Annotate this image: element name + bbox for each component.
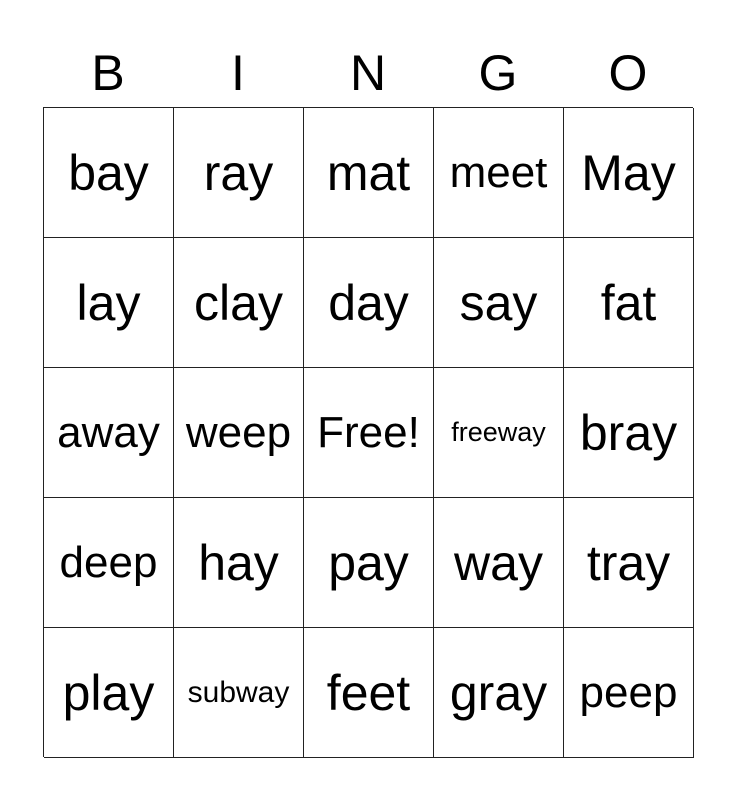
- bingo-cell-r5-c3[interactable]: feet: [304, 628, 434, 758]
- bingo-cell-r4-c5[interactable]: tray: [564, 498, 694, 628]
- bingo-cell-r1-c4[interactable]: meet: [434, 108, 564, 238]
- bingo-cell-r3-c2[interactable]: weep: [174, 368, 304, 498]
- bingo-header: [43, 40, 693, 106]
- bingo-cell-r5-c4[interactable]: gray: [434, 628, 564, 758]
- bingo-cell-r2-c4[interactable]: say: [434, 238, 564, 368]
- bingo-cell-r3-c4[interactable]: freeway: [434, 368, 564, 498]
- bingo-cell-r1-c1[interactable]: bay: [44, 108, 174, 238]
- bingo-cell-r4-c4[interactable]: way: [434, 498, 564, 628]
- header-letter-n: N: [349, 45, 387, 101]
- header-letter-g: G: [478, 45, 518, 101]
- bingo-cell-r2-c3[interactable]: day: [304, 238, 434, 368]
- bingo-cell-r2-c1[interactable]: lay: [44, 238, 174, 368]
- bingo-cell-r5-c5[interactable]: peep: [564, 628, 694, 758]
- bingo-cell-r1-c2[interactable]: ray: [174, 108, 304, 238]
- bingo-cell-r2-c2[interactable]: clay: [174, 238, 304, 368]
- bingo-cell-r4-c3[interactable]: pay: [304, 498, 434, 628]
- bingo-cell-r2-c5[interactable]: fat: [564, 238, 694, 368]
- bingo-cell-free-space[interactable]: Free!: [304, 368, 434, 498]
- bingo-cell-r1-c5[interactable]: May: [564, 108, 694, 238]
- bingo-cell-r4-c1[interactable]: deep: [44, 498, 174, 628]
- header-letter-i: I: [231, 45, 245, 101]
- bingo-cell-r4-c2[interactable]: hay: [174, 498, 304, 628]
- bingo-board: [43, 107, 693, 757]
- bingo-cell-r5-c1[interactable]: play: [44, 628, 174, 758]
- header-letter-b: B: [91, 45, 125, 101]
- bingo-cell-r3-c5[interactable]: bray: [564, 368, 694, 498]
- header-letter-o: O: [608, 45, 648, 101]
- bingo-cell-r3-c1[interactable]: away: [44, 368, 174, 498]
- bingo-cell-r1-c3[interactable]: mat: [304, 108, 434, 238]
- bingo-cell-r5-c2[interactable]: subway: [174, 628, 304, 758]
